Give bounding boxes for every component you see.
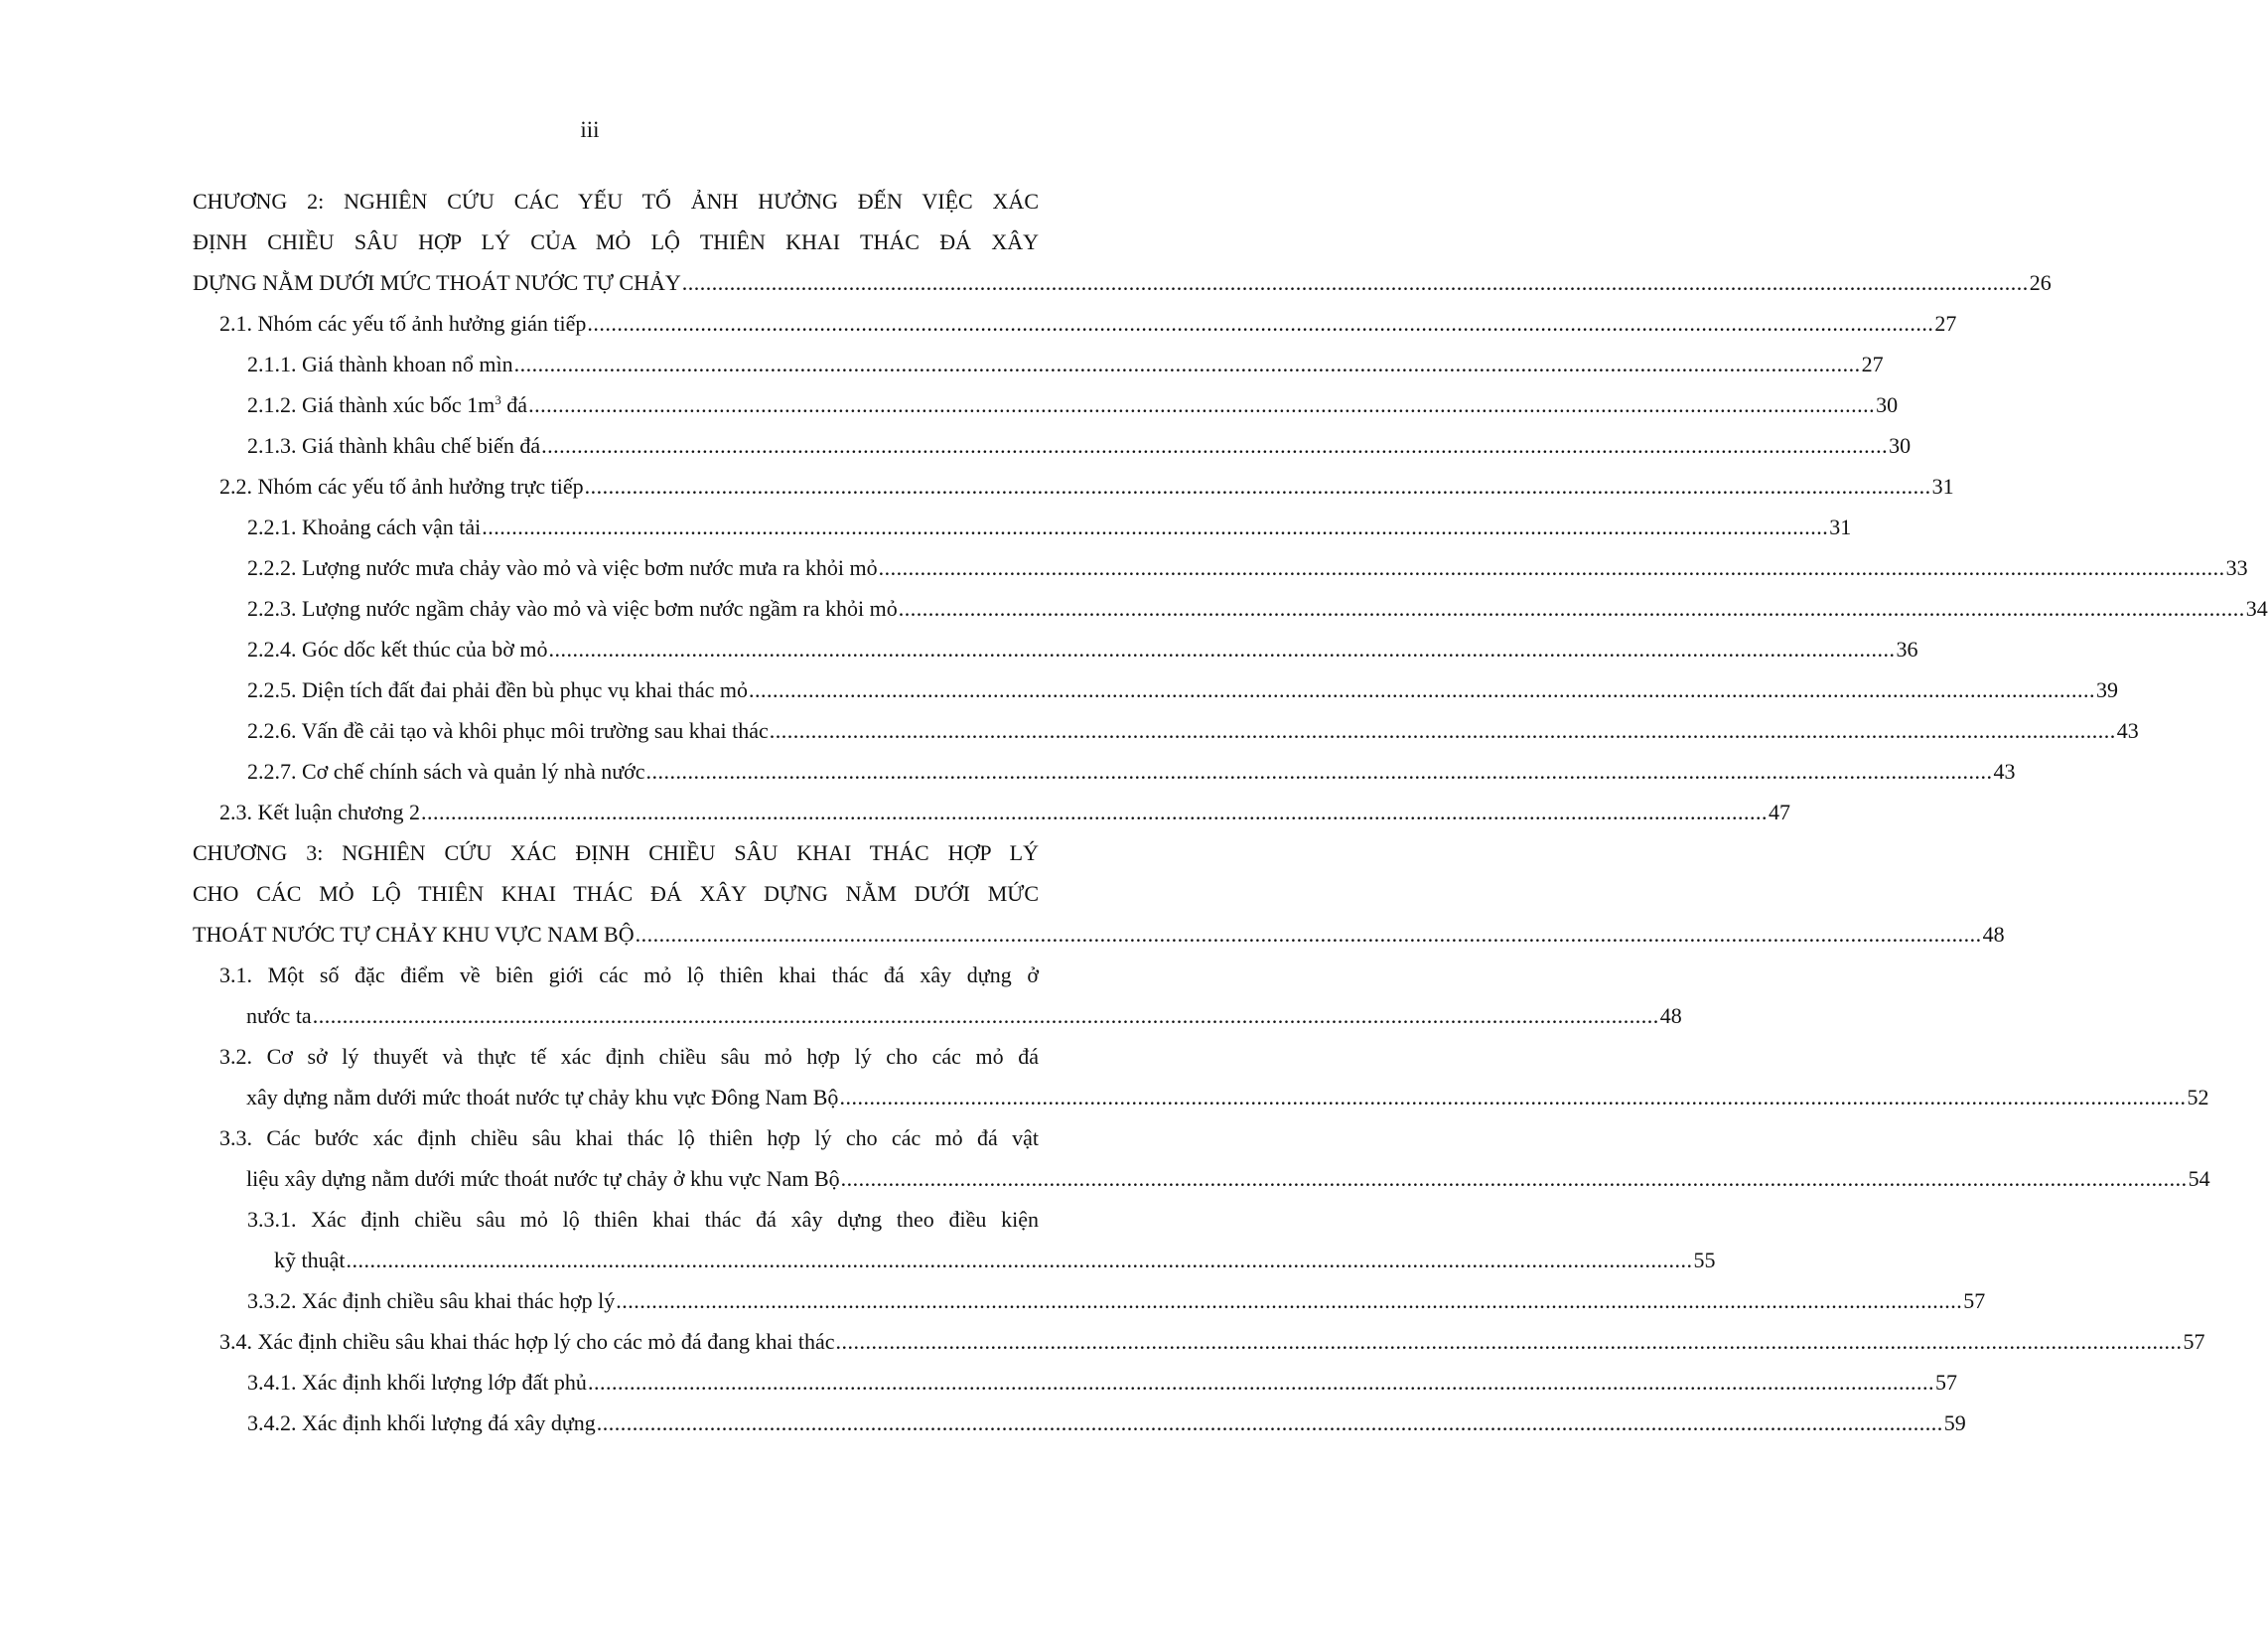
toc-page-number: 47 xyxy=(1768,800,1790,824)
toc-entry-last-line xyxy=(193,262,2052,303)
toc-entry-2-3[interactable] xyxy=(193,792,1790,832)
toc-entry-title: 2.3. Kết luận chương 2 xyxy=(219,800,420,824)
toc-entry-last-line xyxy=(247,1240,1716,1280)
dot-leader: .................................................................................................................................................................................................................................. xyxy=(681,270,2029,295)
toc-entry-last-line xyxy=(193,914,2005,955)
toc-entry-last-line xyxy=(219,1321,2205,1362)
toc-page-number: 43 xyxy=(1993,759,2016,784)
toc-entry-3-1[interactable] xyxy=(193,955,1682,1036)
toc-entry-last-line xyxy=(247,710,2139,751)
toc-entry-last-line xyxy=(247,751,2016,792)
toc-page-number: 48 xyxy=(1659,1003,1682,1028)
toc-entry-3-4-2[interactable] xyxy=(193,1403,1966,1443)
toc-page-number: 43 xyxy=(2116,718,2139,743)
toc-page-number: 57 xyxy=(2183,1329,2205,1354)
toc-entry-2-2-3[interactable] xyxy=(193,588,2268,629)
toc-entry-title-text: 2.1.2. Giá thành xúc bốc 1m xyxy=(247,392,496,417)
toc-entry-line: 3.1. Một số đặc điểm về biên giới các mỏ lộ thiên khai thác đá xây dựng ở xyxy=(219,962,1039,987)
toc-entry-2-1[interactable] xyxy=(193,303,1957,344)
toc-entry-title: 3.3.2. Xác định chiều sâu khai thác hợp lý xyxy=(247,1288,616,1313)
toc-entry-title: 2.2.4. Góc dốc kết thúc của bờ mỏ xyxy=(247,637,548,662)
toc-entry-line: 3.3.1. Xác định chiều sâu mỏ lộ thiên khai thác đá xây dựng theo điều kiện xyxy=(247,1207,1039,1232)
toc-entry-last-line xyxy=(247,425,1912,466)
toc-entry-title: 2.2.1. Khoảng cách vận tải xyxy=(247,515,482,539)
toc-entry-3-3[interactable] xyxy=(193,1117,2210,1199)
dot-leader: .................................................................................................................................................................................................................................. xyxy=(835,1329,2183,1354)
toc-entry-title: nước ta xyxy=(246,1003,312,1028)
toc-page-number: 33 xyxy=(2225,555,2248,580)
toc-entry-last-line xyxy=(219,792,1790,832)
toc-page-number: 30 xyxy=(1889,433,1912,458)
dot-leader: .................................................................................................................................................................................................................................. xyxy=(541,433,1889,458)
toc-entry-title xyxy=(247,384,527,425)
toc-entry-2-1-3[interactable] xyxy=(193,425,1912,466)
toc-entry-3-4[interactable] xyxy=(193,1321,2205,1362)
toc-entry-last-line xyxy=(247,384,1899,425)
dot-leader: .................................................................................................................................................................................................................................. xyxy=(749,677,2096,702)
toc-entry-last-line xyxy=(219,303,1957,344)
toc-entry-2-1-2[interactable] xyxy=(193,384,1899,425)
toc-entry-title: 2.2.2. Lượng nước mưa chảy vào mỏ và việc bơm nước mưa ra khỏi mỏ xyxy=(247,555,878,580)
toc-page-number: 34 xyxy=(2245,596,2268,621)
dot-leader: .................................................................................................................................................................................................................................. xyxy=(635,922,1982,947)
toc-entry-last-line xyxy=(219,466,1954,507)
toc-entry-title: 3.4.1. Xác định khối lượng lớp đất phủ xyxy=(247,1370,587,1395)
toc-entry-chapter-3[interactable] xyxy=(193,832,2005,955)
toc-page-number: 31 xyxy=(1829,515,1852,539)
dot-leader: .................................................................................................................................................................................................................................. xyxy=(616,1288,1963,1313)
toc-page-number: 55 xyxy=(1693,1248,1716,1272)
page-number: iii xyxy=(580,117,600,142)
toc-entry-last-line xyxy=(247,344,1884,384)
toc-entry-2-2-7[interactable] xyxy=(193,751,2016,792)
toc-entry-last-line xyxy=(219,995,1682,1036)
toc-entry-last-line xyxy=(247,629,1918,669)
toc-page-number: 59 xyxy=(1943,1410,1966,1435)
toc-entry-title: 3.4.2. Xác định khối lượng đá xây dựng xyxy=(247,1410,596,1435)
toc-entry-last-line xyxy=(247,507,1852,547)
dot-leader: .................................................................................................................................................................................................................................. xyxy=(548,637,1896,662)
toc-entry-2-2-4[interactable] xyxy=(193,629,1918,669)
toc-entry-title: 2.1.1. Giá thành khoan nổ mìn xyxy=(247,352,513,376)
toc-entry-3-4-1[interactable] xyxy=(193,1362,1957,1403)
toc-page-number: 31 xyxy=(1931,474,1954,499)
toc-page-number: 39 xyxy=(2096,677,2119,702)
toc-entry-2-1-1[interactable] xyxy=(193,344,1884,384)
toc-entry-last-line xyxy=(247,1362,1957,1403)
dot-leader: .................................................................................................................................................................................................................................. xyxy=(645,759,1993,784)
dot-leader: .................................................................................................................................................................................................................................. xyxy=(587,311,1934,336)
toc-page-number: 30 xyxy=(1876,392,1899,417)
toc-entry-line: 3.3. Các bước xác định chiều sâu khai thác lộ thiên hợp lý cho các mỏ đá vật xyxy=(219,1125,1039,1150)
dot-leader: .................................................................................................................................................................................................................................. xyxy=(769,718,2116,743)
toc-entry-line: CHƯƠNG 2: NGHIÊN CỨU CÁC YẾU TỐ ẢNH HƯỞNG ĐẾN VIỆC XÁC xyxy=(193,189,1039,214)
toc-entry-3-3-1[interactable] xyxy=(193,1199,1716,1280)
dot-leader: .................................................................................................................................................................................................................................. xyxy=(420,800,1768,824)
toc-entry-2-2[interactable] xyxy=(193,466,1954,507)
toc-entry-title: 2.2.5. Diện tích đất đai phải đền bù phục vụ khai thác mỏ xyxy=(247,677,749,702)
toc-page-number: 27 xyxy=(1934,311,1957,336)
dot-leader: .................................................................................................................................................................................................................................. xyxy=(840,1166,2188,1191)
toc-entry-title: 2.2. Nhóm các yếu tố ảnh hưởng trực tiếp xyxy=(219,474,584,499)
toc-entry-title: kỹ thuật xyxy=(274,1248,346,1272)
dot-leader: .................................................................................................................................................................................................................................. xyxy=(587,1370,1934,1395)
dot-leader: .................................................................................................................................................................................................................................. xyxy=(878,555,2225,580)
toc-entry-3-2[interactable] xyxy=(193,1036,2209,1117)
toc-entry-2-2-1[interactable] xyxy=(193,507,1852,547)
dot-leader: .................................................................................................................................................................................................................................. xyxy=(312,1003,1659,1028)
toc-entry-last-line xyxy=(247,588,2268,629)
toc-entry-last-line xyxy=(247,1280,1986,1321)
dot-leader: .................................................................................................................................................................................................................................. xyxy=(513,352,1861,376)
toc-entry-last-line xyxy=(247,669,2119,710)
dot-leader: .................................................................................................................................................................................................................................. xyxy=(584,474,1931,499)
dot-leader: .................................................................................................................................................................................................................................. xyxy=(528,392,1876,417)
toc-entry-line: 3.2. Cơ sở lý thuyết và thực tế xác định chiều sâu mỏ hợp lý cho các mỏ đá xyxy=(219,1044,1039,1069)
toc-entry-chapter-2[interactable] xyxy=(193,181,2052,303)
toc-entry-title: 3.4. Xác định chiều sâu khai thác hợp lý cho các mỏ đá đang khai thác xyxy=(219,1329,835,1354)
dot-leader: .................................................................................................................................................................................................................................. xyxy=(346,1248,1693,1272)
toc-entry-2-2-2[interactable] xyxy=(193,547,2248,588)
toc-entry-title: THOÁT NƯỚC TỰ CHẢY KHU VỰC NAM BỘ xyxy=(193,922,635,947)
dot-leader: .................................................................................................................................................................................................................................. xyxy=(596,1410,1943,1435)
toc-entry-line: ĐỊNH CHIỀU SÂU HỢP LÝ CỦA MỎ LỘ THIÊN KHAI THÁC ĐÁ XÂY xyxy=(193,229,1039,254)
toc-entry-line: CHO CÁC MỎ LỘ THIÊN KHAI THÁC ĐÁ XÂY DỰNG NẰM DƯỚI MỨC xyxy=(193,881,1039,906)
toc-entry-3-3-2[interactable] xyxy=(193,1280,1986,1321)
toc-entry-title: 2.1. Nhóm các yếu tố ảnh hưởng gián tiếp xyxy=(219,311,587,336)
toc-entry-title: xây dựng nằm dưới mức thoát nước tự chảy khu vực Đông Nam Bộ xyxy=(246,1085,839,1109)
toc-entry-last-line xyxy=(219,1077,2209,1117)
toc-entry-last-line xyxy=(247,547,2248,588)
toc-entry-title: DỰNG NẰM DƯỚI MỨC THOÁT NƯỚC TỰ CHẢY xyxy=(193,270,681,295)
toc-page-number: 57 xyxy=(1963,1288,1986,1313)
dot-leader: .................................................................................................................................................................................................................................. xyxy=(898,596,2245,621)
toc-entry-title: 2.2.6. Vấn đề cải tạo và khôi phục môi trường sau khai thác xyxy=(247,718,769,743)
toc-entry-title: liệu xây dựng nằm dưới mức thoát nước tự chảy ở khu vực Nam Bộ xyxy=(246,1166,840,1191)
toc-page-number: 48 xyxy=(1982,922,2005,947)
toc-page-number: 36 xyxy=(1896,637,1918,662)
toc-entry-title: 2.2.3. Lượng nước ngầm chảy vào mỏ và việc bơm nước ngầm ra khỏi mỏ xyxy=(247,596,898,621)
toc-entry-2-2-5[interactable] xyxy=(193,669,2119,710)
toc-page-number: 52 xyxy=(2187,1085,2209,1109)
toc-entry-title-tail: đá xyxy=(500,392,528,417)
toc-page-number: 57 xyxy=(1934,1370,1957,1395)
toc-page-number: 26 xyxy=(2029,270,2052,295)
toc-entry-last-line xyxy=(247,1403,1966,1443)
toc-entry-2-2-6[interactable] xyxy=(193,710,2139,751)
toc-entry-title: 2.2.7. Cơ chế chính sách và quản lý nhà nước xyxy=(247,759,645,784)
toc-entry-title: 2.1.3. Giá thành khâu chế biến đá xyxy=(247,433,541,458)
toc-page-number: 27 xyxy=(1861,352,1884,376)
toc-page-number: 54 xyxy=(2188,1166,2210,1191)
table-of-contents xyxy=(193,181,2268,1443)
toc-entry-line: CHƯƠNG 3: NGHIÊN CỨU XÁC ĐỊNH CHIỀU SÂU KHAI THÁC HỢP LÝ xyxy=(193,840,1039,865)
superscript: 3 xyxy=(495,392,501,407)
dot-leader: .................................................................................................................................................................................................................................. xyxy=(482,515,1829,539)
toc-entry-last-line xyxy=(219,1158,2210,1199)
dot-leader: .................................................................................................................................................................................................................................. xyxy=(839,1085,2187,1109)
